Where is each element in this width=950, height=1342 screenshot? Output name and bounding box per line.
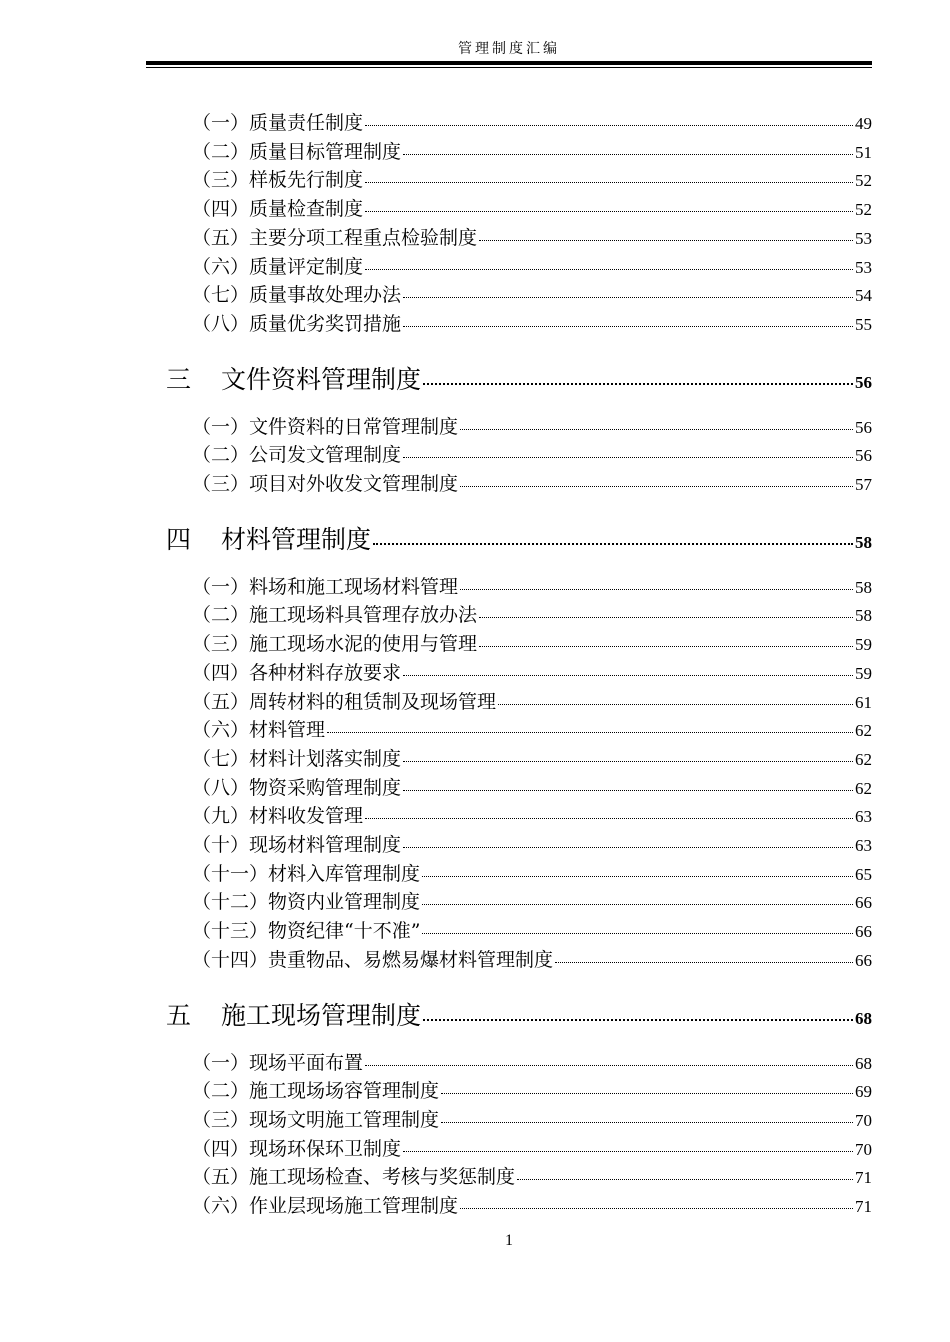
page-number: 1 xyxy=(505,1232,513,1249)
toc-entry-title: （二）施工现场场容管理制度 xyxy=(192,1080,440,1103)
toc-entry-title: （五）主要分项工程重点检验制度 xyxy=(192,226,478,249)
toc-entry[interactable] xyxy=(192,572,872,601)
toc-entry-title: （五）施工现场检查、考核与奖惩制度 xyxy=(192,1166,516,1189)
toc-entry-title: （三）项目对外收发文管理制度 xyxy=(192,473,459,495)
toc-entry[interactable] xyxy=(192,629,872,658)
toc-entry[interactable] xyxy=(192,1048,872,1077)
toc-entry[interactable] xyxy=(192,801,872,830)
toc-entry[interactable] xyxy=(192,744,872,773)
toc-leader-dots xyxy=(403,457,853,458)
toc-page-number: 62 xyxy=(855,749,872,769)
toc-entry-title: （三）施工现场水泥的使用与管理 xyxy=(192,633,478,656)
toc-chapter-title: 施工现场管理制度 xyxy=(221,1000,422,1030)
toc-leader-dots xyxy=(422,933,853,934)
toc-page-number: 55 xyxy=(855,314,872,334)
toc-entry-title: （一）文件资料的日常管理制度 xyxy=(192,415,459,438)
toc-entry-title: （十三）物资纪律“十不准” xyxy=(192,920,421,943)
toc-leader-dots xyxy=(423,383,853,385)
toc-leader-dots xyxy=(517,1179,853,1180)
running-header-title: 管理制度汇编 xyxy=(458,41,560,57)
toc-page-number: 68 xyxy=(855,1053,872,1073)
toc-leader-dots xyxy=(460,486,853,487)
toc-chapter-number: 四 xyxy=(166,524,192,554)
toc-entry[interactable] xyxy=(192,916,872,945)
toc-leader-dots xyxy=(403,1151,853,1152)
toc-leader-dots xyxy=(327,732,853,733)
toc-entry-title: （十二）物资内业管理制度 xyxy=(192,891,421,914)
toc-entry[interactable] xyxy=(192,887,872,916)
toc-page-number: 53 xyxy=(855,228,872,248)
toc-entry[interactable] xyxy=(192,830,872,859)
toc-leader-dots xyxy=(403,326,853,327)
toc-entry[interactable] xyxy=(192,945,872,974)
toc-entry-title: （六）材料管理 xyxy=(192,719,326,742)
toc-entry[interactable] xyxy=(192,773,872,802)
toc-entry-title: （八）物资采购管理制度 xyxy=(192,776,402,799)
toc-page-number: 57 xyxy=(855,475,872,494)
toc-entry-title: （七）材料计划落实制度 xyxy=(192,747,402,770)
toc-page-number: 51 xyxy=(855,142,872,162)
toc-leader-dots xyxy=(365,269,853,270)
toc-entry[interactable] xyxy=(192,280,872,309)
toc-entry-title: （七）质量事故处理办法 xyxy=(192,284,402,307)
toc-leader-dots xyxy=(555,962,853,963)
toc-entry-title: （四）质量检查制度 xyxy=(192,198,364,221)
toc-entry[interactable] xyxy=(192,1076,872,1105)
toc-entry[interactable] xyxy=(192,440,872,469)
toc-page-number: 71 xyxy=(855,1197,872,1216)
toc-page-number: 70 xyxy=(855,1110,872,1130)
toc-entry[interactable] xyxy=(192,412,872,441)
toc-leader-dots xyxy=(498,704,853,705)
toc-entry[interactable] xyxy=(192,687,872,716)
header-rule-thin xyxy=(146,67,872,68)
toc-entry[interactable] xyxy=(192,600,872,629)
toc-entry[interactable] xyxy=(192,252,872,281)
toc-entry[interactable] xyxy=(192,194,872,223)
toc-entry[interactable] xyxy=(192,1134,872,1163)
toc-entry-title: （十四）贵重物品、易燃易爆材料管理制度 xyxy=(192,948,554,971)
toc-leader-dots xyxy=(373,543,853,545)
toc-entry-title: （五）周转材料的租赁制及现场管理 xyxy=(192,690,497,713)
toc-page-number: 71 xyxy=(855,1168,872,1188)
toc-entry-title: （四）现场环保环卫制度 xyxy=(192,1137,402,1160)
toc-entry-title: （二）施工现场料具管理存放办法 xyxy=(192,604,478,627)
toc-entry-title: （九）材料收发管理 xyxy=(192,805,364,828)
toc-entry-title xyxy=(166,360,421,396)
toc-entry-title: （四）各种材料存放要求 xyxy=(192,661,402,684)
toc-entry[interactable] xyxy=(192,469,872,498)
toc-page-number: 70 xyxy=(855,1139,872,1159)
toc-entry-title: （一）质量责任制度 xyxy=(192,112,364,134)
toc-leader-dots xyxy=(479,646,853,647)
toc-leader-dots xyxy=(365,182,853,183)
toc-entry-title: （一）现场平面布置 xyxy=(192,1051,364,1074)
toc-entry[interactable] xyxy=(192,165,872,194)
toc-entry-title: （一）料场和施工现场材料管理 xyxy=(192,575,459,598)
toc-entry-title: （十）现场材料管理制度 xyxy=(192,834,402,856)
header-rule-thick xyxy=(146,61,872,65)
toc-leader-dots xyxy=(365,1065,853,1066)
toc-leader-dots xyxy=(441,1122,853,1123)
toc-entry[interactable] xyxy=(192,658,872,687)
toc-entry[interactable] xyxy=(192,859,872,888)
toc-leader-dots xyxy=(441,1093,853,1094)
toc-leader-dots xyxy=(479,617,853,618)
toc-leader-dots xyxy=(422,876,853,877)
toc-leader-dots xyxy=(460,589,853,590)
toc-entry-title: （三）样板先行制度 xyxy=(192,169,364,192)
toc-entry[interactable] xyxy=(192,1191,872,1220)
toc-entry-title: （二）公司发文管理制度 xyxy=(192,444,402,467)
toc-chapter-number: 五 xyxy=(166,1000,192,1030)
toc-page-number: 62 xyxy=(855,778,872,798)
toc-leader-dots xyxy=(403,297,853,298)
toc-page-number: 53 xyxy=(855,257,872,277)
toc-entry-title: （六）作业层现场施工管理制度 xyxy=(192,1195,459,1217)
toc-leader-dots xyxy=(479,240,853,241)
toc-entry-title xyxy=(166,520,371,556)
toc-page-number: 52 xyxy=(855,200,872,220)
toc-entry[interactable] xyxy=(192,137,872,166)
toc-entry-title: （八）质量优劣奖罚措施 xyxy=(192,312,402,335)
toc-chapter[interactable] xyxy=(166,996,872,1032)
toc-page-number: 61 xyxy=(855,692,872,712)
toc-leader-dots xyxy=(365,818,853,819)
toc-entry-title: （二）质量目标管理制度 xyxy=(192,140,402,163)
toc-page-number: 69 xyxy=(855,1082,872,1102)
toc-page-number: 56 xyxy=(855,417,872,437)
toc-entry[interactable] xyxy=(192,1105,872,1134)
toc-page-number: 49 xyxy=(855,114,872,133)
toc-page-number: 56 xyxy=(855,446,872,466)
toc-leader-dots xyxy=(365,125,853,126)
toc-chapter-title: 文件资料管理制度 xyxy=(221,364,422,394)
toc-leader-dots xyxy=(403,790,853,791)
toc-entry[interactable] xyxy=(192,715,872,744)
toc-chapter[interactable] xyxy=(166,360,872,396)
toc-entry[interactable] xyxy=(192,108,872,137)
toc-entry[interactable] xyxy=(192,1162,872,1191)
toc-page-number: 59 xyxy=(855,635,872,655)
toc-leader-dots xyxy=(403,847,853,848)
toc-page-number: 68 xyxy=(855,1008,872,1028)
toc-page-number: 58 xyxy=(855,577,872,597)
toc-page-number: 58 xyxy=(855,606,872,626)
toc-chapter[interactable] xyxy=(166,520,872,556)
toc-leader-dots xyxy=(423,1019,853,1021)
toc-entry[interactable] xyxy=(192,223,872,252)
toc-page-number: 59 xyxy=(855,663,872,683)
toc-entry-title xyxy=(166,996,421,1032)
toc-entry[interactable] xyxy=(192,309,872,338)
toc-page-number: 58 xyxy=(855,532,872,552)
toc-page-number: 66 xyxy=(855,922,872,942)
toc-leader-dots xyxy=(422,904,853,905)
toc-page-number: 66 xyxy=(855,893,872,913)
toc-page-number: 66 xyxy=(855,950,872,970)
toc-leader-dots xyxy=(403,761,853,762)
toc-leader-dots xyxy=(403,154,853,155)
toc-leader-dots xyxy=(460,429,853,430)
toc-page-number: 65 xyxy=(855,864,872,884)
toc-page-number: 54 xyxy=(855,286,872,306)
toc-page-number: 63 xyxy=(855,836,872,855)
toc-chapter-number: 三 xyxy=(166,364,192,394)
toc-chapter-title: 材料管理制度 xyxy=(221,524,372,554)
toc-leader-dots xyxy=(403,675,853,676)
toc-entry-title: （三）现场文明施工管理制度 xyxy=(192,1108,440,1131)
toc-leader-dots xyxy=(365,211,853,212)
toc-leader-dots xyxy=(460,1208,853,1209)
toc-page-number: 56 xyxy=(855,372,872,392)
toc-entry-title: （六）质量评定制度 xyxy=(192,255,364,278)
toc-page-number: 62 xyxy=(855,721,872,741)
toc-page-number: 63 xyxy=(855,807,872,827)
toc-entry-title: （十一）材料入库管理制度 xyxy=(192,862,421,885)
toc-page-number: 52 xyxy=(855,171,872,191)
